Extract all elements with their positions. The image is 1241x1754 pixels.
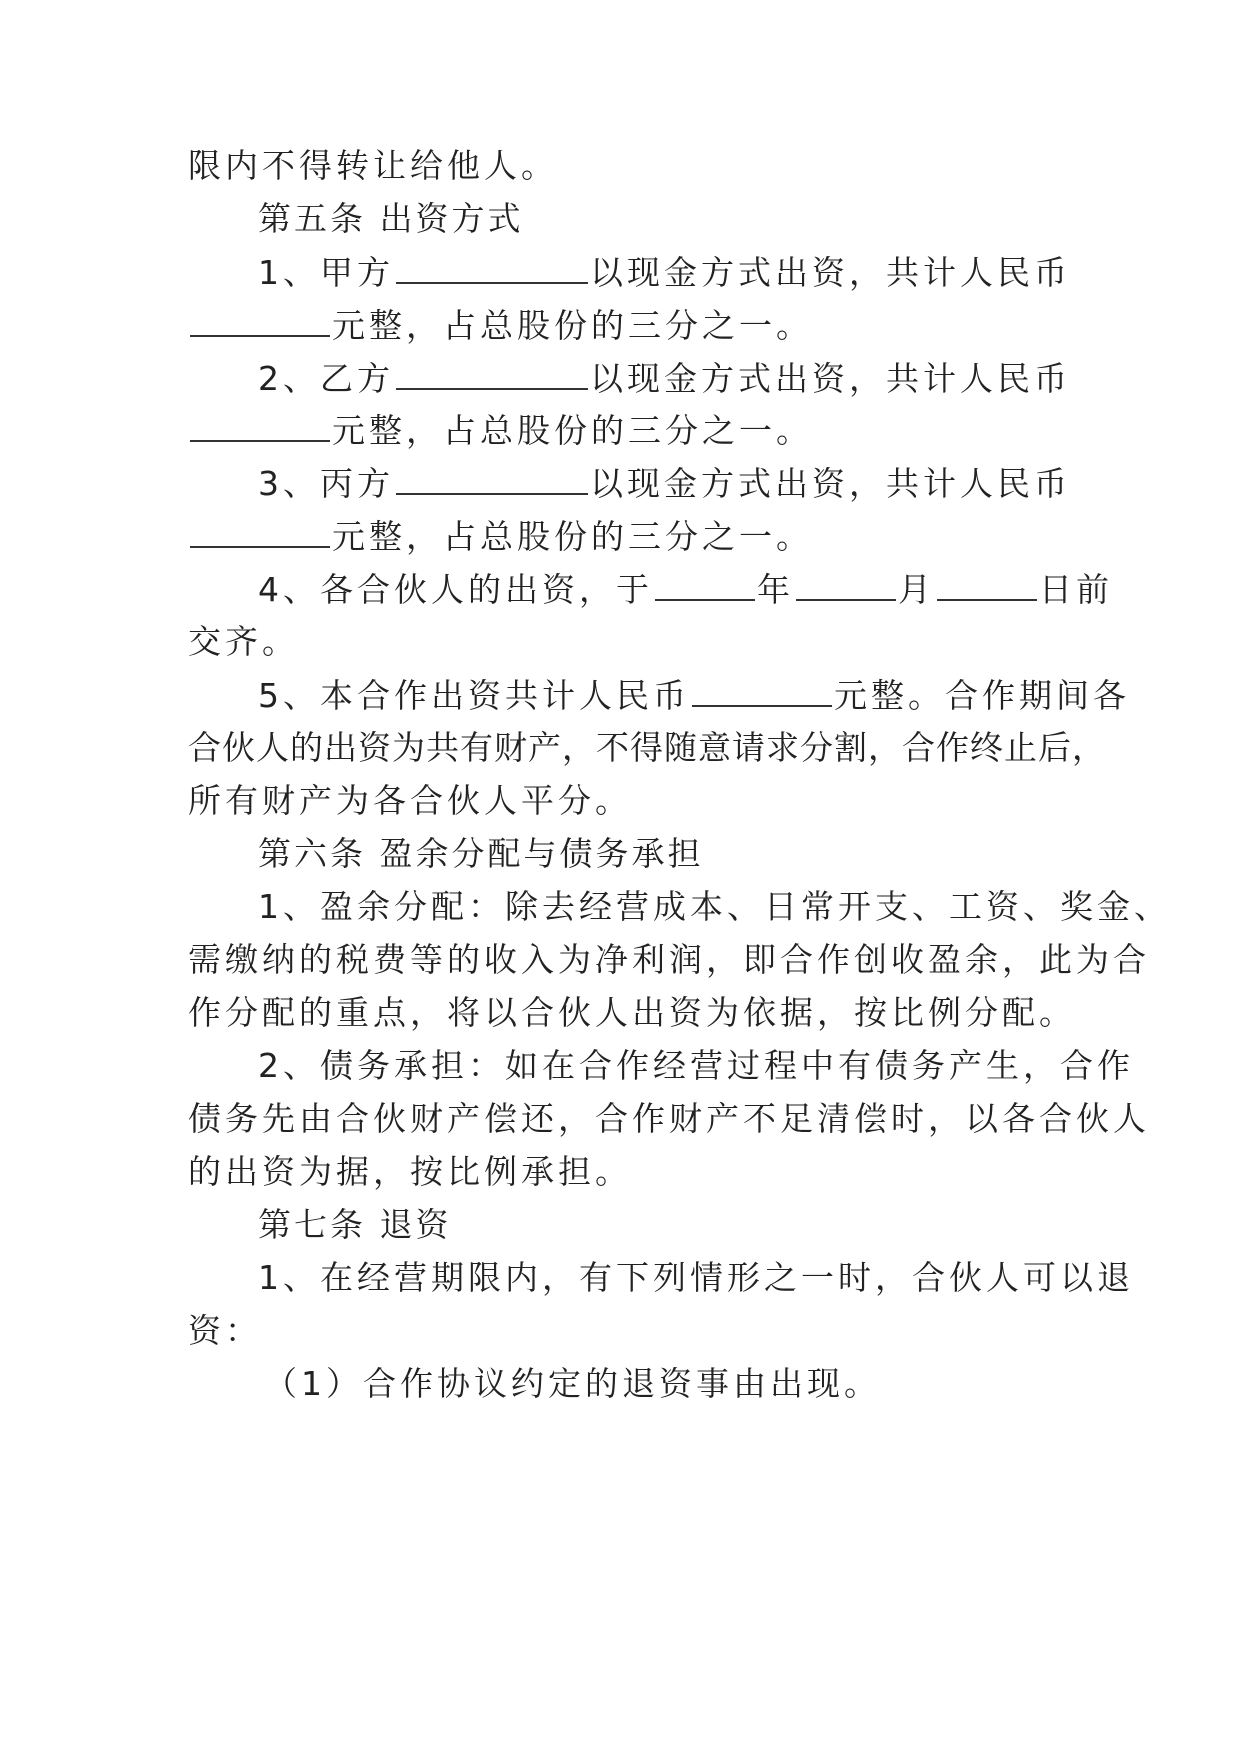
text: 作分配的重点，将以合伙人出资为依据，按比例分配。 (188, 993, 1076, 1032)
text: 交齐。 (188, 622, 299, 661)
text: 日前 (1039, 570, 1113, 609)
fill-in-blank (396, 252, 588, 284)
text: 2、债务承担：如在合作经营过程中有债务产生，合作 (258, 1046, 1134, 1085)
paragraph-line (258, 252, 1128, 293)
paragraph-line (188, 993, 1076, 1033)
text: 1、在经营期限内，有下列情形之一时，合伙人可以退 (258, 1258, 1134, 1297)
section-heading-5 (258, 199, 1128, 239)
text: 需缴纳的税费等的收入为净利润，即合作创收盈余，此为合 (188, 940, 1150, 979)
paragraph-line (258, 463, 1128, 504)
text: 年 (757, 570, 794, 609)
paragraph-line (188, 622, 1058, 662)
paragraph-line (188, 410, 1058, 451)
text: 元整。合作期间各 (834, 676, 1130, 715)
text: 以现金方式出资，共计人民币 (590, 359, 1071, 398)
paragraph-line (258, 1258, 1134, 1298)
fill-in-blank (655, 569, 755, 601)
text: 2、乙方 (258, 359, 394, 398)
paragraph-line (188, 146, 1058, 186)
paragraph-line (258, 569, 1128, 610)
text: （1）合作协议约定的退资事由出现。 (264, 1364, 881, 1403)
paragraph-line (188, 1311, 1058, 1351)
text: 以现金方式出资，共计人民币 (590, 464, 1071, 503)
paragraph-line (258, 675, 1128, 716)
text: 限内不得转让给他人。 (188, 146, 558, 185)
paragraph-line (188, 1099, 1150, 1139)
section-heading-6 (258, 834, 1128, 874)
paragraph-line (188, 305, 1058, 346)
paragraph-line (188, 728, 1106, 768)
text: 资： (188, 1311, 262, 1350)
heading-text: 第五条 出资方式 (258, 199, 524, 238)
fill-in-blank (190, 305, 330, 337)
fill-in-blank (937, 569, 1037, 601)
text: 4、各合伙人的出资，于 (258, 570, 653, 609)
text: 5、本合作出资共计人民币 (258, 676, 690, 715)
text: 所有财产为各合伙人平分。 (188, 781, 632, 820)
text: 1、盈余分配：除去经营成本、日常开支、工资、奖金、 (258, 887, 1171, 926)
heading-text: 第六条 盈余分配与债务承担 (258, 834, 704, 873)
text: 元整，占总股份的三分之一。 (332, 517, 813, 556)
text: 1、甲方 (258, 253, 394, 292)
paragraph-line (188, 1152, 1058, 1192)
fill-in-blank (190, 516, 330, 548)
text: 3、丙方 (258, 464, 394, 503)
fill-in-blank (396, 358, 588, 390)
paragraph-line (188, 940, 1150, 980)
paragraph-line (258, 1046, 1134, 1086)
text: 月 (898, 570, 935, 609)
section-heading-7 (258, 1205, 1128, 1245)
paragraph-line (258, 358, 1128, 399)
paragraph-line (188, 516, 1058, 557)
heading-text: 第七条 退资 (258, 1205, 452, 1244)
text: 债务先由合伙财产偿还，合作财产不足清偿时，以各合伙人 (188, 1099, 1150, 1138)
text: 元整，占总股份的三分之一。 (332, 306, 813, 345)
fill-in-blank (796, 569, 896, 601)
text: 的出资为据，按比例承担。 (188, 1152, 632, 1191)
text: 元整，占总股份的三分之一。 (332, 411, 813, 450)
text: 以现金方式出资，共计人民币 (590, 253, 1071, 292)
fill-in-blank (396, 463, 588, 495)
text: 合伙人的出资为共有财产，不得随意请求分割，合作终止后， (188, 728, 1106, 767)
fill-in-blank (190, 410, 330, 442)
list-item (264, 1364, 1134, 1404)
paragraph-line (188, 781, 1058, 821)
paragraph-line (258, 887, 1171, 927)
fill-in-blank (692, 675, 832, 707)
